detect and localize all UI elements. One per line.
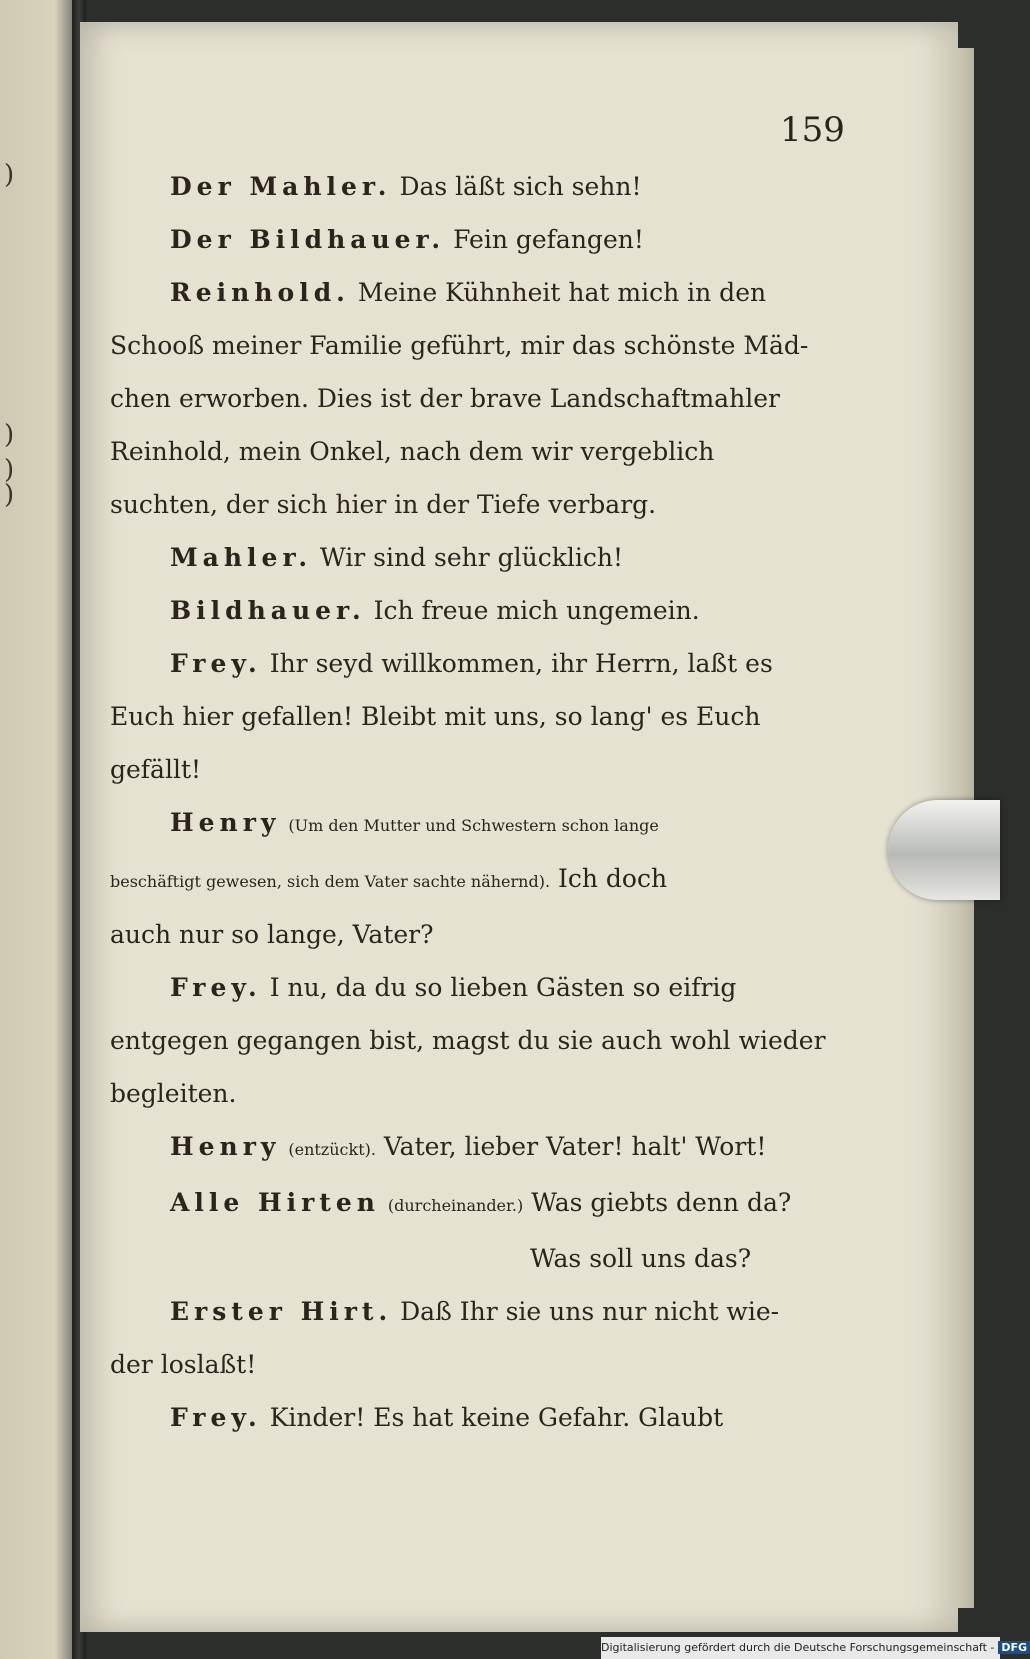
speaker-name: Erster Hirt. (170, 1297, 393, 1326)
text-line (110, 1285, 830, 1338)
text-line (110, 319, 830, 372)
speaker-name: Frey. (170, 973, 262, 1002)
line-text: Was giebts denn da? (531, 1188, 792, 1217)
line-text: begleiten. (110, 1079, 237, 1108)
text-line (110, 266, 830, 319)
line-text: entgegen gegangen bist, magst du sie auch wohl wieder (110, 1026, 826, 1055)
text-line (110, 372, 830, 425)
speaker-name: Frey. (170, 1403, 262, 1432)
left-page-fragment: ) (4, 480, 15, 510)
stage-direction: (Um den Mutter und Schwestern schon lange (288, 816, 659, 835)
line-text: gefällt! (110, 755, 202, 784)
text-line (110, 213, 830, 266)
speaker-name: Alle Hirten (170, 1188, 380, 1217)
left-page-edge (0, 0, 78, 1659)
text-line (110, 1338, 830, 1391)
text-line (110, 1120, 830, 1176)
text-line (110, 743, 830, 796)
text-line (110, 796, 830, 852)
text-line (110, 1176, 830, 1232)
line-text: suchten, der sich hier in der Tiefe verbarg. (110, 490, 657, 519)
line-text: Daß Ihr sie uns nur nicht wie- (400, 1297, 780, 1326)
text-line (110, 1232, 830, 1285)
line-text: Wir sind sehr glücklich! (319, 543, 624, 572)
text-line (110, 160, 830, 213)
text-line (110, 531, 830, 584)
speaker-name: Bildhauer. (170, 596, 366, 625)
footer-text: Digitalisierung gefördert durch die Deutsche Forschungsgemeinschaft - (601, 1641, 995, 1654)
text-line (110, 1391, 830, 1444)
line-text: Das läßt sich sehn! (399, 172, 642, 201)
speaker-name: Henry (170, 808, 281, 837)
page-holder-clip (888, 800, 1000, 900)
speaker-name: Frey. (170, 649, 262, 678)
speaker-name: Mahler. (170, 543, 313, 572)
page-number: 159 (780, 110, 845, 150)
line-text: Was soll uns das? (530, 1244, 752, 1273)
line-text: Ich doch (557, 864, 668, 893)
text-line (110, 1067, 830, 1120)
line-text: Ich freue mich ungemein. (373, 596, 700, 625)
dfg-logo: DFG (998, 1641, 1030, 1654)
left-page-fragment: ) (4, 455, 15, 485)
speaker-name: Reinhold. (170, 278, 350, 307)
speaker-name: Henry (170, 1132, 281, 1161)
text-line (110, 908, 830, 961)
text-line (110, 852, 830, 908)
line-text: auch nur so lange, Vater? (110, 920, 434, 949)
line-text: Kinder! Es hat keine Gefahr. Glaubt (269, 1403, 724, 1432)
left-page-fragment: ) (4, 420, 15, 450)
line-text: Meine Kühnheit hat mich in den (357, 278, 767, 307)
digitization-footer (601, 1637, 1028, 1659)
line-text: Vater, lieber Vater! halt' Wort! (383, 1132, 767, 1161)
speaker-name: Der Bildhauer. (170, 225, 446, 254)
line-text: der loslaßt! (110, 1350, 257, 1379)
line-text: Reinhold, mein Onkel, nach dem wir vergeblich (110, 437, 715, 466)
line-text: I nu, da du so lieben Gästen so eifrig (269, 973, 737, 1002)
text-line (110, 961, 830, 1014)
text-line (110, 425, 830, 478)
line-text: Schooß meiner Familie geführt, mir das schönste Mäd- (110, 331, 809, 360)
line-text: Ihr seyd willkommen, ihr Herrn, laßt es (269, 649, 773, 678)
stage-direction: (durcheinander.) (387, 1196, 524, 1215)
speaker-name: Der Mahler. (170, 172, 392, 201)
page-text (110, 160, 830, 1444)
text-line (110, 584, 830, 637)
stage-direction: (entzückt). (288, 1140, 376, 1159)
text-line (110, 637, 830, 690)
text-line (110, 690, 830, 743)
line-text: Fein gefangen! (453, 225, 644, 254)
text-line (110, 1014, 830, 1067)
text-line (110, 478, 830, 531)
line-text: Euch hier gefallen! Bleibt mit uns, so lang' es Euch (110, 702, 761, 731)
line-text: chen erworben. Dies ist der brave Landschaftmahler (110, 384, 780, 413)
stage-direction: beschäftigt gewesen, sich dem Vater sachte nähernd). (110, 872, 551, 891)
left-page-fragment: ) (4, 160, 15, 190)
